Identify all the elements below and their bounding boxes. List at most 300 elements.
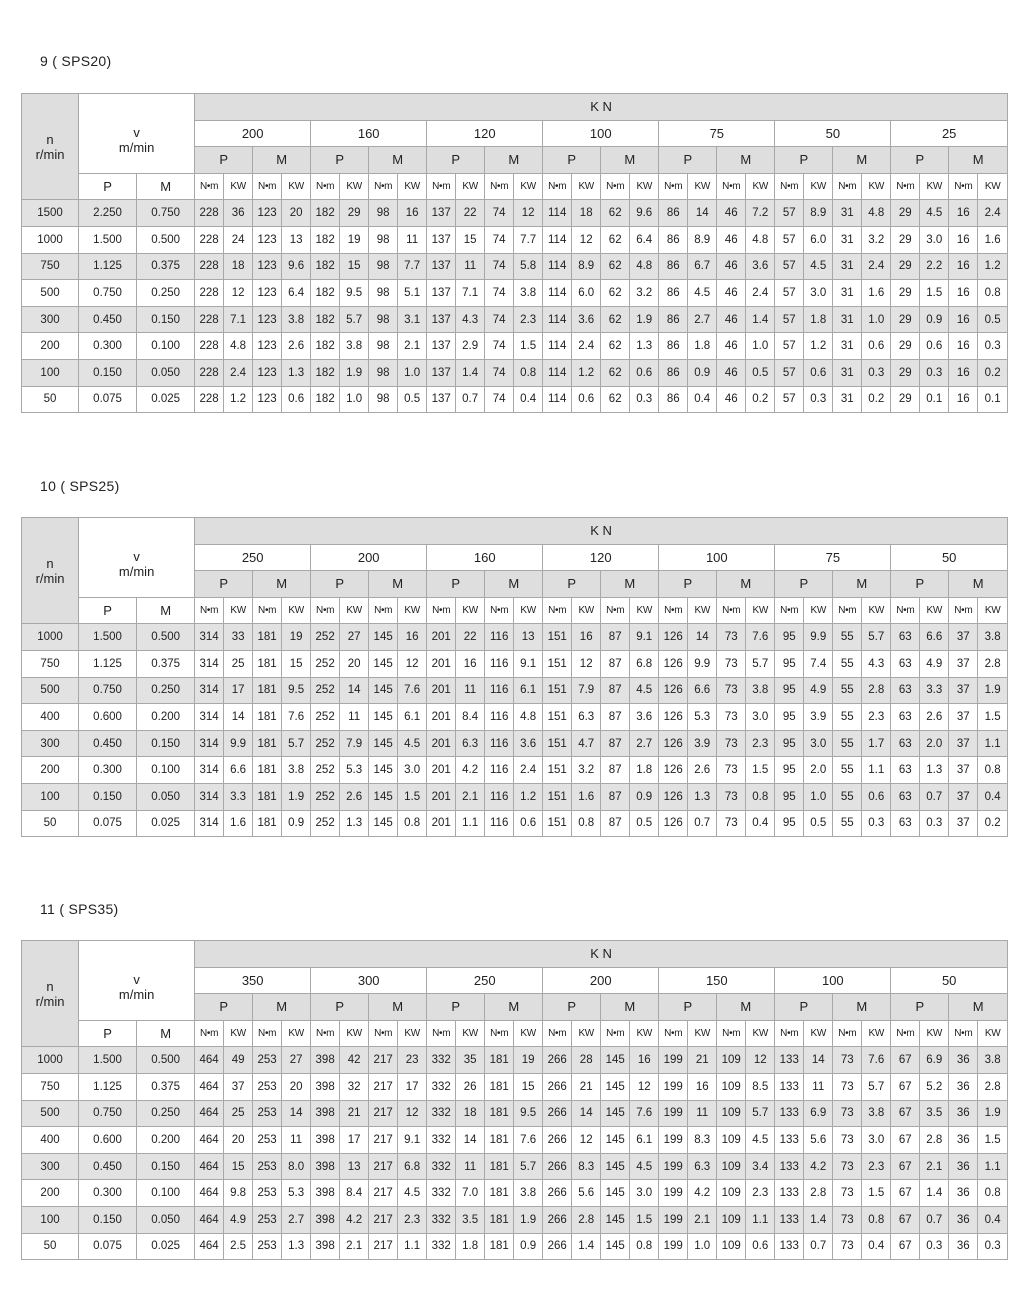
value-cell: 73 (717, 624, 746, 651)
value-cell: 73 (833, 1206, 862, 1233)
unit-kw: KW (224, 597, 253, 624)
value-cell: 116 (485, 757, 514, 784)
value-cell: 137 (427, 226, 456, 253)
value-cell: 46 (717, 306, 746, 333)
value-cell: 0.3 (862, 359, 891, 386)
col-p-header: P (775, 571, 833, 598)
value-cell: 266 (543, 1047, 572, 1074)
value-cell: 20 (282, 1073, 311, 1100)
value-cell: 314 (195, 810, 224, 837)
value-cell: 73 (833, 1073, 862, 1100)
value-cell: 20 (224, 1127, 253, 1154)
load-value: 160 (427, 544, 543, 571)
value-cell: 86 (659, 200, 688, 227)
value-cell: 8.9 (688, 226, 717, 253)
table-row (22, 677, 1008, 704)
unit-nm: N•m (253, 597, 282, 624)
value-cell: 133 (775, 1100, 804, 1127)
table-row (22, 1180, 1008, 1207)
value-cell: 332 (427, 1127, 456, 1154)
unit-kw: KW (630, 173, 659, 200)
value-cell: 73 (833, 1127, 862, 1154)
value-cell: 9.5 (340, 280, 369, 307)
velocity-m-header: M (137, 597, 195, 624)
value-cell: 116 (485, 650, 514, 677)
value-cell: 181 (253, 757, 282, 784)
value-cell: 0.4 (978, 1206, 1008, 1233)
value-cell: 1.2 (514, 783, 543, 810)
col-p-header: P (543, 147, 601, 174)
table-row (22, 1100, 1008, 1127)
value-cell: 16 (456, 650, 485, 677)
value-cell: 181 (485, 1047, 514, 1074)
value-cell: 1.0 (862, 306, 891, 333)
value-cell: 73 (833, 1153, 862, 1180)
value-cell: 114 (543, 253, 572, 280)
value-cell: 15 (282, 650, 311, 677)
load-value: 200 (195, 120, 311, 147)
value-cell: 22 (456, 200, 485, 227)
spec-table (21, 940, 1008, 1260)
value-cell: 145 (601, 1206, 630, 1233)
value-cell: 2.4 (224, 359, 253, 386)
unit-nm: N•m (543, 173, 572, 200)
value-cell: 145 (369, 730, 398, 757)
col-m-header: M (949, 571, 1008, 598)
value-cell: 21 (572, 1073, 601, 1100)
value-cell: 1.1 (978, 730, 1008, 757)
value-cell: 332 (427, 1047, 456, 1074)
value-cell: 398 (311, 1153, 340, 1180)
value-cell: 182 (311, 359, 340, 386)
value-cell: 181 (253, 624, 282, 651)
value-cell: 181 (485, 1153, 514, 1180)
unit-nm: N•m (833, 1020, 862, 1047)
value-cell: 1.5 (514, 333, 543, 360)
col-p-header: P (427, 147, 485, 174)
value-cell: 9.1 (398, 1127, 427, 1154)
value-cell: 16 (949, 333, 978, 360)
value-cell: 2.3 (398, 1206, 427, 1233)
value-cell: 31 (833, 226, 862, 253)
value-cell: 133 (775, 1153, 804, 1180)
value-cell: 201 (427, 624, 456, 651)
value-cell: 31 (833, 333, 862, 360)
value-cell: 266 (543, 1206, 572, 1233)
value-cell: 6.7 (688, 253, 717, 280)
value-cell: 123 (253, 280, 282, 307)
value-cell: 5.6 (572, 1180, 601, 1207)
value-cell: 0.500 (137, 226, 195, 253)
value-cell: 14 (572, 1100, 601, 1127)
load-value: 50 (891, 967, 1008, 994)
value-cell: 8.4 (456, 704, 485, 731)
value-cell: 126 (659, 757, 688, 784)
unit-nm: N•m (369, 1020, 398, 1047)
value-cell: 145 (369, 624, 398, 651)
value-cell: 6.4 (282, 280, 311, 307)
value-cell: 314 (195, 650, 224, 677)
value-cell: 16 (949, 386, 978, 413)
col-m-header: M (253, 994, 311, 1021)
speed-cell: 50 (22, 1233, 79, 1260)
table-row (22, 1127, 1008, 1154)
speed-cell: 500 (22, 280, 79, 307)
value-cell: 0.4 (978, 783, 1008, 810)
value-cell: 55 (833, 730, 862, 757)
value-cell: 109 (717, 1153, 746, 1180)
unit-kw: KW (340, 173, 369, 200)
value-cell: 17 (224, 677, 253, 704)
value-cell: 9.1 (514, 650, 543, 677)
value-cell: 1.1 (456, 810, 485, 837)
value-cell: 3.9 (804, 704, 833, 731)
value-cell: 199 (659, 1127, 688, 1154)
value-cell: 1.0 (398, 359, 427, 386)
value-cell: 18 (224, 253, 253, 280)
value-cell: 31 (833, 306, 862, 333)
value-cell: 6.1 (514, 677, 543, 704)
value-cell: 5.7 (862, 1073, 891, 1100)
col-p-header: P (311, 994, 369, 1021)
value-cell: 74 (485, 306, 514, 333)
table-row (22, 200, 1008, 227)
unit-nm: N•m (775, 597, 804, 624)
value-cell: 398 (311, 1073, 340, 1100)
value-cell: 332 (427, 1100, 456, 1127)
value-cell: 217 (369, 1180, 398, 1207)
value-cell: 151 (543, 677, 572, 704)
unit-nm: N•m (253, 173, 282, 200)
value-cell: 3.6 (514, 730, 543, 757)
value-cell: 95 (775, 757, 804, 784)
value-cell: 57 (775, 226, 804, 253)
value-cell: 27 (282, 1047, 311, 1074)
value-cell: 57 (775, 306, 804, 333)
value-cell: 126 (659, 730, 688, 757)
value-cell: 0.3 (978, 1233, 1008, 1260)
col-p-header: P (891, 571, 949, 598)
load-value: 75 (775, 544, 891, 571)
unit-nm: N•m (717, 597, 746, 624)
value-cell: 151 (543, 704, 572, 731)
value-cell: 2.9 (456, 333, 485, 360)
value-cell: 1.2 (978, 253, 1008, 280)
value-cell: 0.300 (79, 333, 137, 360)
value-cell: 5.7 (514, 1153, 543, 1180)
speed-cell: 200 (22, 1180, 79, 1207)
value-cell: 181 (485, 1073, 514, 1100)
value-cell: 2.250 (79, 200, 137, 227)
value-cell: 1.3 (282, 359, 311, 386)
value-cell: 87 (601, 783, 630, 810)
table-row (22, 757, 1008, 784)
value-cell: 98 (369, 306, 398, 333)
value-cell: 13 (340, 1153, 369, 1180)
value-cell: 4.5 (630, 1153, 659, 1180)
load-value: 50 (775, 120, 891, 147)
speed-label: n (46, 978, 54, 994)
value-cell: 2.2 (920, 253, 949, 280)
value-cell: 5.3 (282, 1180, 311, 1207)
col-p-header: P (543, 571, 601, 598)
value-cell: 228 (195, 333, 224, 360)
value-cell: 253 (253, 1206, 282, 1233)
value-cell: 36 (949, 1153, 978, 1180)
unit-kw: KW (746, 173, 775, 200)
unit-nm: N•m (311, 1020, 340, 1047)
value-cell: 314 (195, 677, 224, 704)
value-cell: 201 (427, 704, 456, 731)
value-cell: 5.2 (920, 1073, 949, 1100)
col-p-header: P (195, 571, 253, 598)
unit-kw: KW (804, 597, 833, 624)
value-cell: 11 (456, 1153, 485, 1180)
velocity-label: v (133, 972, 140, 988)
value-cell: 20 (282, 200, 311, 227)
value-cell: 2.6 (340, 783, 369, 810)
value-cell: 5.7 (340, 306, 369, 333)
value-cell: 0.5 (630, 810, 659, 837)
unit-kw: KW (456, 173, 485, 200)
value-cell: 181 (253, 730, 282, 757)
value-cell: 1.1 (746, 1206, 775, 1233)
value-cell: 73 (717, 783, 746, 810)
value-cell: 151 (543, 730, 572, 757)
unit-nm: N•m (427, 173, 456, 200)
value-cell: 145 (601, 1073, 630, 1100)
value-cell: 16 (398, 624, 427, 651)
value-cell: 0.450 (79, 730, 137, 757)
speed-cell: 400 (22, 704, 79, 731)
col-p-header: P (195, 994, 253, 1021)
unit-kw: KW (456, 597, 485, 624)
value-cell: 0.250 (137, 280, 195, 307)
value-cell: 73 (833, 1047, 862, 1074)
value-cell: 2.4 (862, 253, 891, 280)
value-cell: 2.8 (978, 650, 1008, 677)
value-cell: 74 (485, 280, 514, 307)
speed-cell: 500 (22, 677, 79, 704)
value-cell: 9.5 (514, 1100, 543, 1127)
value-cell: 201 (427, 810, 456, 837)
value-cell: 182 (311, 333, 340, 360)
value-cell: 199 (659, 1233, 688, 1260)
value-cell: 3.6 (746, 253, 775, 280)
value-cell: 252 (311, 650, 340, 677)
value-cell: 1.3 (282, 1233, 311, 1260)
value-cell: 116 (485, 677, 514, 704)
speed-cell: 100 (22, 359, 79, 386)
unit-nm: N•m (601, 1020, 630, 1047)
unit-nm: N•m (485, 597, 514, 624)
value-cell: 11 (688, 1100, 717, 1127)
velocity-p-header: P (79, 1020, 137, 1047)
value-cell: 464 (195, 1127, 224, 1154)
value-cell: 63 (891, 810, 920, 837)
unit-nm: N•m (369, 597, 398, 624)
value-cell: 46 (717, 200, 746, 227)
value-cell: 95 (775, 730, 804, 757)
value-cell: 55 (833, 624, 862, 651)
value-cell: 46 (717, 386, 746, 413)
unit-nm: N•m (949, 1020, 978, 1047)
value-cell: 109 (717, 1073, 746, 1100)
value-cell: 228 (195, 280, 224, 307)
unit-kw: KW (862, 1020, 891, 1047)
value-cell: 36 (949, 1233, 978, 1260)
value-cell: 126 (659, 783, 688, 810)
value-cell: 0.6 (862, 783, 891, 810)
value-cell: 0.050 (137, 1206, 195, 1233)
value-cell: 73 (833, 1233, 862, 1260)
value-cell: 55 (833, 783, 862, 810)
value-cell: 4.8 (224, 333, 253, 360)
value-cell: 6.6 (920, 624, 949, 651)
value-cell: 0.5 (398, 386, 427, 413)
table-row (22, 624, 1008, 651)
value-cell: 98 (369, 280, 398, 307)
value-cell: 332 (427, 1233, 456, 1260)
value-cell: 3.8 (746, 677, 775, 704)
value-cell: 1.0 (804, 783, 833, 810)
value-cell: 2.3 (746, 1180, 775, 1207)
speed-header (22, 941, 79, 1047)
unit-kw: KW (920, 173, 949, 200)
value-cell: 314 (195, 783, 224, 810)
value-cell: 42 (340, 1047, 369, 1074)
value-cell: 151 (543, 624, 572, 651)
value-cell: 116 (485, 810, 514, 837)
unit-nm: N•m (195, 597, 224, 624)
value-cell: 16 (398, 200, 427, 227)
value-cell: 109 (717, 1100, 746, 1127)
speed-cell: 50 (22, 386, 79, 413)
value-cell: 2.3 (514, 306, 543, 333)
value-cell: 0.6 (282, 386, 311, 413)
value-cell: 228 (195, 200, 224, 227)
value-cell: 7.6 (630, 1100, 659, 1127)
value-cell: 0.7 (688, 810, 717, 837)
value-cell: 0.500 (137, 1047, 195, 1074)
value-cell: 145 (369, 757, 398, 784)
load-value: 100 (659, 544, 775, 571)
unit-kw: KW (630, 1020, 659, 1047)
value-cell: 29 (340, 200, 369, 227)
value-cell: 67 (891, 1127, 920, 1154)
unit-kw: KW (398, 173, 427, 200)
load-value: 200 (311, 544, 427, 571)
value-cell: 464 (195, 1206, 224, 1233)
value-cell: 3.0 (804, 280, 833, 307)
speed-cell: 1000 (22, 624, 79, 651)
speed-unit: r/min (35, 570, 65, 586)
value-cell: 181 (253, 810, 282, 837)
value-cell: 253 (253, 1073, 282, 1100)
value-cell: 86 (659, 306, 688, 333)
value-cell: 29 (891, 333, 920, 360)
value-cell: 9.9 (804, 624, 833, 651)
value-cell: 20 (340, 650, 369, 677)
value-cell: 4.2 (340, 1206, 369, 1233)
value-cell: 4.9 (804, 677, 833, 704)
value-cell: 2.1 (688, 1206, 717, 1233)
unit-nm: N•m (543, 597, 572, 624)
value-cell: 37 (949, 757, 978, 784)
value-cell: 464 (195, 1047, 224, 1074)
speed-cell: 50 (22, 810, 79, 837)
value-cell: 16 (949, 359, 978, 386)
value-cell: 16 (572, 624, 601, 651)
col-m-header: M (485, 994, 543, 1021)
value-cell: 114 (543, 280, 572, 307)
col-m-header: M (717, 994, 775, 1021)
value-cell: 3.8 (978, 624, 1008, 651)
load-header: K N (195, 518, 1008, 545)
value-cell: 114 (543, 333, 572, 360)
value-cell: 13 (282, 226, 311, 253)
value-cell: 109 (717, 1127, 746, 1154)
load-value: 300 (311, 967, 427, 994)
unit-nm: N•m (195, 1020, 224, 1047)
value-cell: 63 (891, 624, 920, 651)
value-cell: 266 (543, 1233, 572, 1260)
value-cell: 133 (775, 1180, 804, 1207)
value-cell: 87 (601, 650, 630, 677)
value-cell: 31 (833, 200, 862, 227)
value-cell: 3.8 (282, 306, 311, 333)
value-cell: 14 (688, 200, 717, 227)
table-row (22, 226, 1008, 253)
value-cell: 18 (456, 1100, 485, 1127)
value-cell: 266 (543, 1127, 572, 1154)
value-cell: 464 (195, 1180, 224, 1207)
value-cell: 228 (195, 253, 224, 280)
value-cell: 6.0 (804, 226, 833, 253)
value-cell: 0.3 (920, 810, 949, 837)
value-cell: 266 (543, 1180, 572, 1207)
value-cell: 63 (891, 757, 920, 784)
value-cell: 14 (456, 1127, 485, 1154)
value-cell: 3.2 (862, 226, 891, 253)
value-cell: 2.4 (746, 280, 775, 307)
load-value: 120 (427, 120, 543, 147)
value-cell: 0.5 (978, 306, 1008, 333)
value-cell: 31 (833, 386, 862, 413)
value-cell: 1.4 (456, 359, 485, 386)
value-cell: 0.3 (978, 333, 1008, 360)
load-value: 250 (195, 544, 311, 571)
unit-kw: KW (224, 1020, 253, 1047)
value-cell: 0.1 (920, 386, 949, 413)
unit-nm: N•m (601, 173, 630, 200)
value-cell: 74 (485, 386, 514, 413)
value-cell: 18 (572, 200, 601, 227)
value-cell: 314 (195, 624, 224, 651)
value-cell: 2.7 (688, 306, 717, 333)
value-cell: 3.6 (572, 306, 601, 333)
value-cell: 182 (311, 386, 340, 413)
value-cell: 2.6 (920, 704, 949, 731)
value-cell: 4.8 (514, 704, 543, 731)
value-cell: 0.4 (514, 386, 543, 413)
value-cell: 1.3 (630, 333, 659, 360)
value-cell: 22 (456, 624, 485, 651)
value-cell: 3.8 (862, 1100, 891, 1127)
value-cell: 0.075 (79, 810, 137, 837)
value-cell: 36 (949, 1180, 978, 1207)
value-cell: 86 (659, 226, 688, 253)
